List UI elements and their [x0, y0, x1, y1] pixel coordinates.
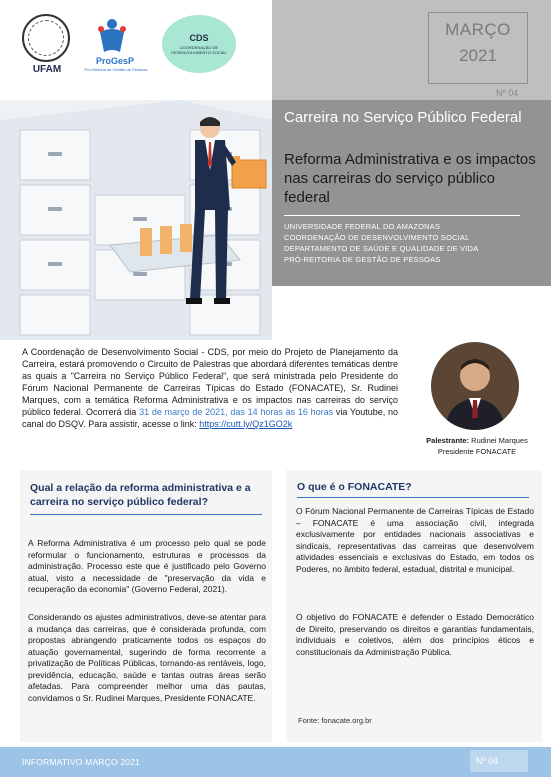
filing-cabinet-illustration [0, 100, 272, 340]
speaker-role: Presidente FONACATE [437, 447, 517, 456]
edition-month: MARÇO [445, 20, 511, 39]
edition-issue: Nº 04 [496, 88, 519, 98]
footer-issue: Nº 04 [476, 756, 499, 766]
sub-headline: Reforma Administrativa e os impactos nas carreiras do serviço público federal [284, 151, 536, 206]
title-divider [284, 215, 520, 216]
left-paragraph-2: Considerando os ajustes administrativos, deve-se atentar para a mudança das carreiras, que é considerada profunda, com propostas abrangendo praticamente todos os espaços do atuação governamental, sugerindo de forma recorrente a privatização de Políticas Públicas, tornando-as rentáveis, logo, previdência, educação, saúde e tantas outras áreas serão afetadas. Para compreender melhor uma das pautas, convidamos o Sr. Rudinei Marques, Presidente FONACATE. [28, 612, 266, 703]
right-column-heading: O que é o FONACATE? [297, 481, 412, 493]
footer-label: INFORMATIVO MARÇO 2021 [22, 757, 141, 767]
intro-text-2: via Youtube, no canal do DSQV. Para assistir, acesse o link: [22, 407, 398, 429]
left-paragraph-1: A Reforma Administrativa é um processo pelo qual se pode reformular o funcionamento, estruturas e processos da administração. Processo este que é justificado pelo Governo atual, visto a necessidade de "preservação da vida e recuperação da economia" (Governo Federal, 2021). [28, 538, 266, 594]
org-line-pro-rectory: PRÓ-REITORIA DE GESTÃO DE PESSOAS [284, 255, 441, 264]
org-line-university: UNIVERSIDADE FEDERAL DO AMAZONAS [284, 222, 441, 231]
left-column-heading: Qual a relação da reforma administrativa e a carreira no serviço público federal? [30, 482, 251, 508]
left-heading-divider [30, 514, 262, 515]
source-note: Fonte: fonacate.org.br [298, 716, 372, 725]
cds-logo [162, 15, 236, 73]
progesp-logo-label: ProGesP [95, 56, 135, 66]
headline: Carreira no Serviço Público Federal [284, 109, 522, 126]
progesp-logo-subtitle: Pró-Reitoria de Gestão de Pessoas [84, 67, 148, 72]
cds-logo-label: CDS [189, 33, 209, 43]
speaker-name: Rudinei Marques [469, 436, 528, 445]
cds-logo-subtitle: COORDENAÇÃO DE DESENVOLVIMENTO SOCIAL [171, 45, 227, 55]
event-link[interactable]: https://cutt.ly/Qz1GO2k [199, 419, 293, 429]
ufam-logo [22, 14, 70, 62]
ufam-logo-label: UFAM [32, 64, 62, 75]
org-line-coordination: COORDENAÇÃO DE DESENVOLVIMENTO SOCIAL [284, 233, 470, 242]
right-heading-divider [297, 497, 529, 498]
speaker-photo [431, 342, 519, 430]
org-line-department: DEPARTAMENTO DE SAÚDE E QUALIDADE DE VIDA [284, 244, 479, 253]
edition-year: 2021 [459, 46, 497, 65]
intro-text-1: A Coordenação de Desenvolvimento Social - CDS, por meio do Projeto de Planejamento da Carreira, estará promovendo o Circuito de Palestras que abordará diferentes temáticas dentre as quais a "Carreira no Serviço Público Federal", que será ministrada pelo Presidente do Fórum Nacional Permanente de Carreiras Típicas do Estado (FONACATE), Sr. Rudinei Marques, com a temática Reforma Administrativa e os impactos nas carreiras do serviço público federal. Ocorrerá dia [22, 347, 398, 417]
speaker-label: Palestrante: [426, 436, 470, 445]
progesp-logo [92, 16, 132, 56]
intro-paragraph [22, 346, 398, 430]
event-datetime: 31 de março de 2021, das 14 horas às 16 horas [139, 407, 334, 417]
speaker-caption [412, 436, 542, 445]
right-paragraph-1: O Fórum Nacional Permanente de Carreiras Típicas de Estado – FONACATE é uma associação civil, integrada exclusivamente por entidades nacionais associativas e sindicais, representativas das carreiras que desenvolvem atividades essenciais e exclusivas do Estado, em todos os Poderes, no âmbito federal, estadual, distrital e municipal. [296, 506, 534, 574]
right-paragraph-2: O objetivo do FONACATE é defender o Estado Democrático de Direito, preservando os direitos e garantias fundamentais, individuais e coletivos, além dos princípios éticos e constitucionais da Administração Pública. [296, 612, 534, 657]
